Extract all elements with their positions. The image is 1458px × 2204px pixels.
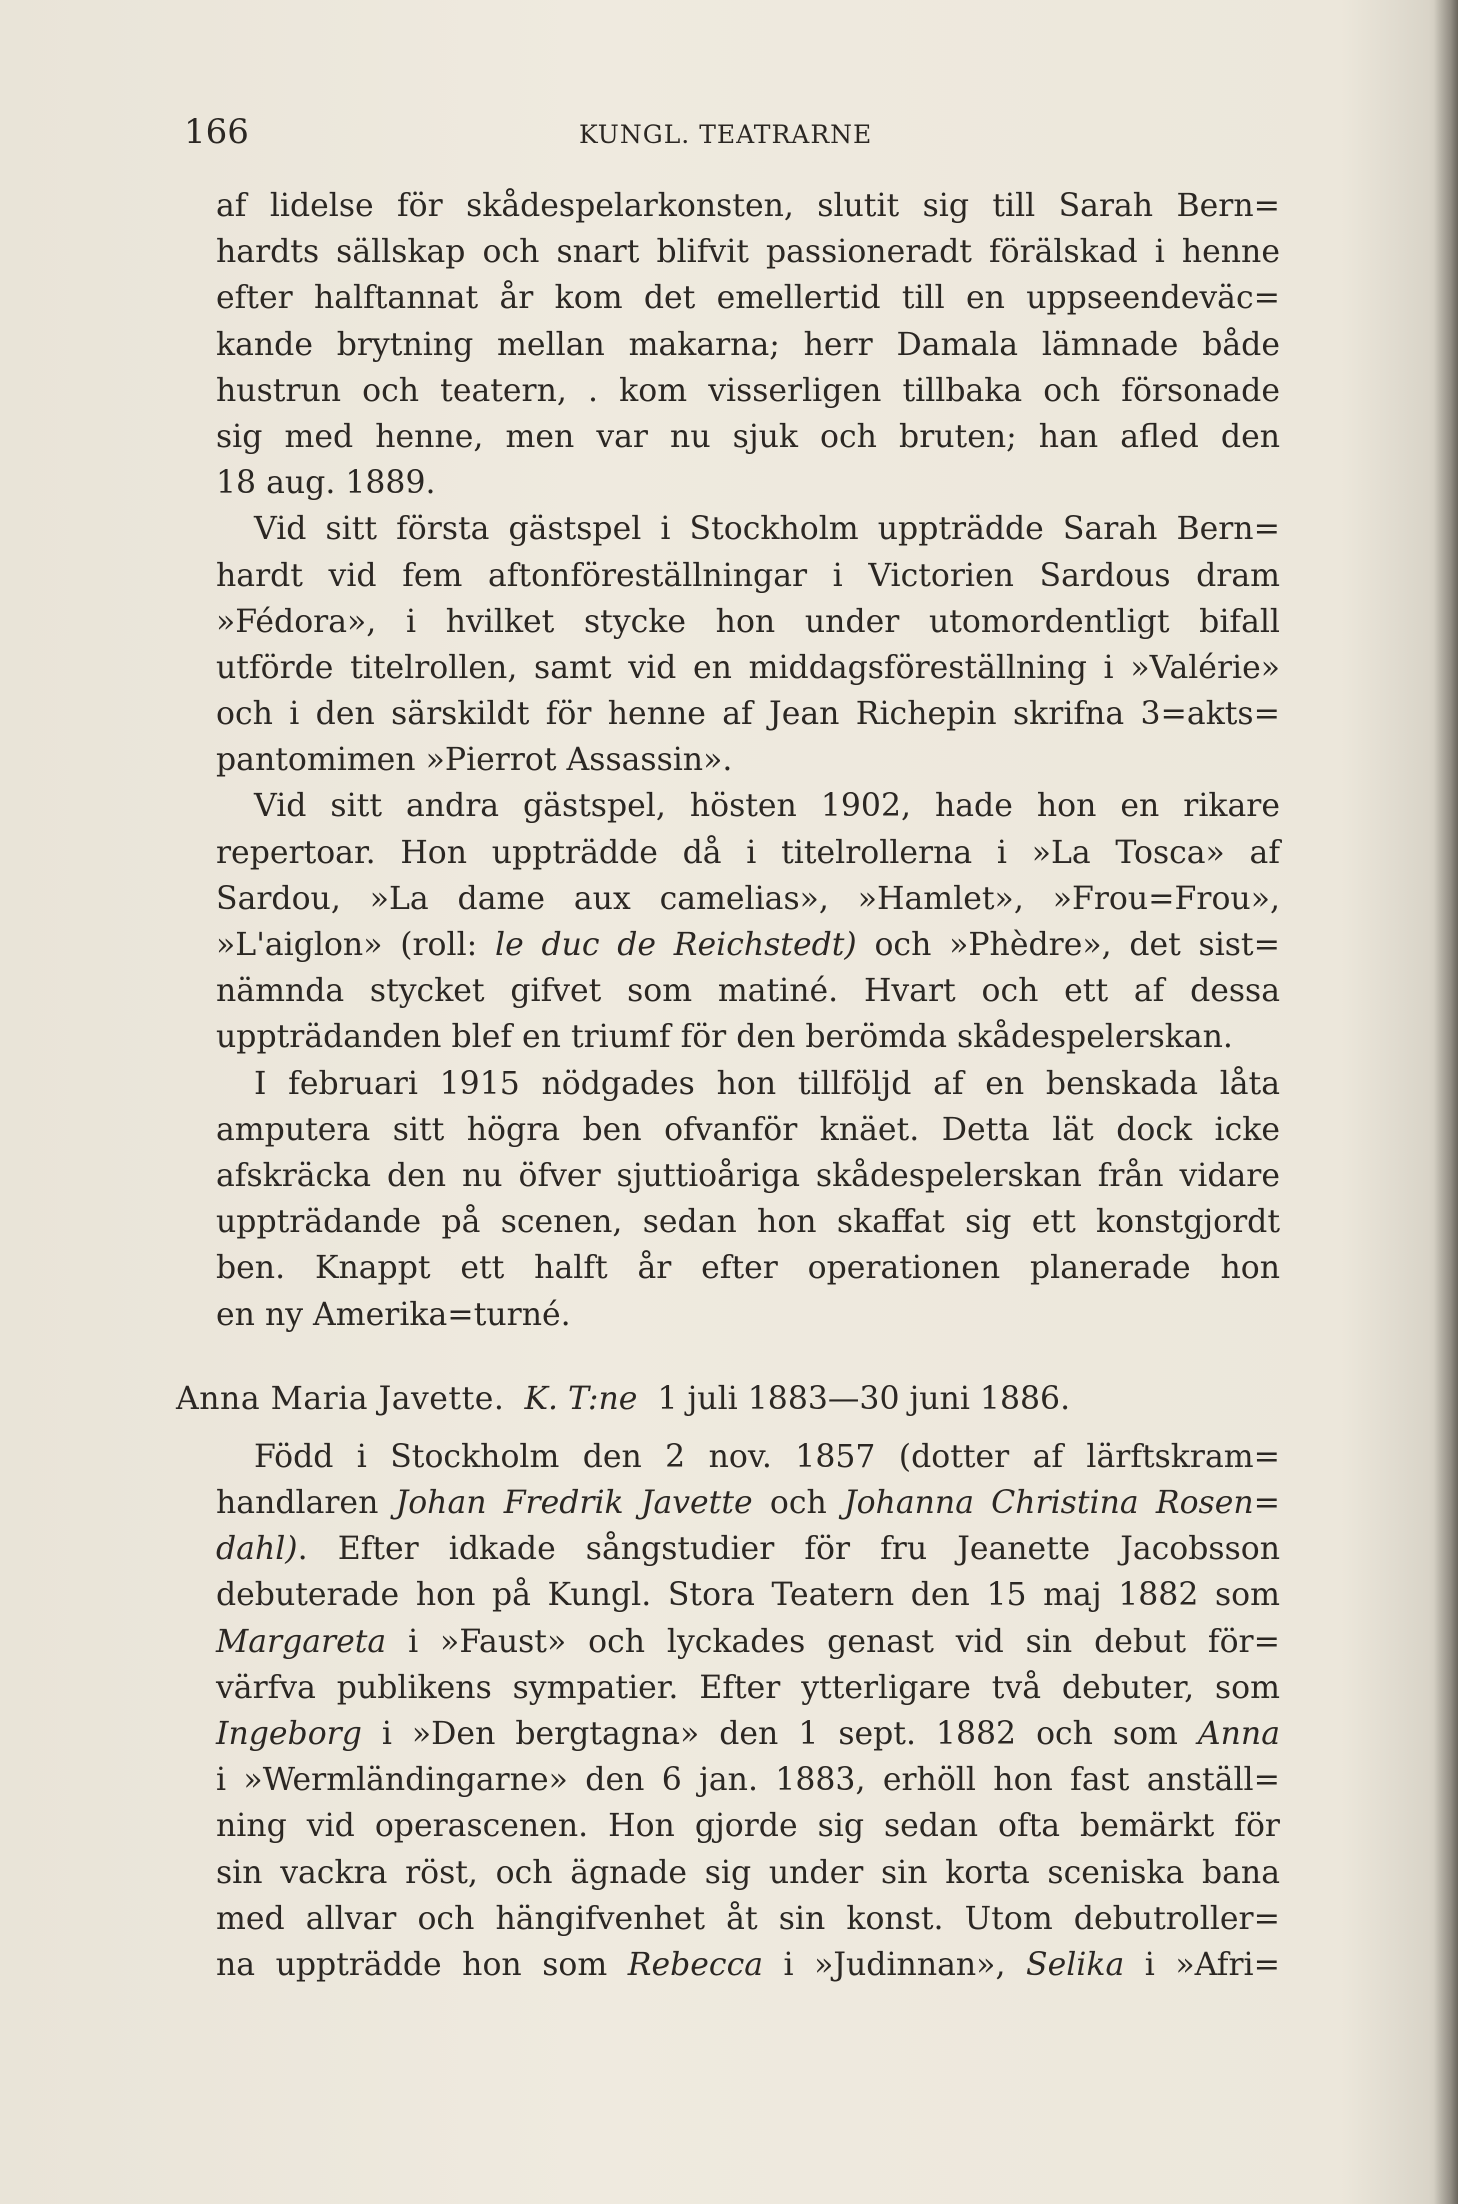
text-line: af lidelse för skådespelarkonsten, slutit sig till Sarah Bern= xyxy=(216,188,1280,224)
italic-role: Margareta xyxy=(216,1623,387,1660)
italic-role: Rebecca xyxy=(627,1946,763,1983)
text-run: handlaren xyxy=(216,1485,396,1522)
text-line: I februari 1915 nödgades hon tillföljd af en benskada låta xyxy=(254,1065,1280,1102)
text-line: en ny Amerika=turné. xyxy=(216,1296,571,1333)
text-run: i »Faust» och lyckades genast vid sin debut för= xyxy=(386,1623,1280,1660)
text-line: hustrun och teatern, . kom visserligen tillbaka och försonade xyxy=(216,372,1280,409)
text-run: och xyxy=(752,1485,844,1522)
paragraph-bernhardt-marriage xyxy=(216,183,1280,506)
text-run: i »Judinnan», xyxy=(763,1946,1026,1983)
entry-abbreviation: K. T:ne xyxy=(524,1380,638,1417)
text-line: med allvar och hängifvenhet åt sin konst. Utom debutroller= xyxy=(216,1900,1280,1937)
entry-name: Anna Maria Javette. xyxy=(176,1380,505,1417)
text-run: na uppträdde hon som xyxy=(216,1946,628,1983)
paragraph-first-guest-performance xyxy=(216,506,1280,783)
text-run: . Efter idkade sångstudier för fru Jeanette Jacobsson xyxy=(297,1531,1280,1568)
text-line: Vid sitt andra gästspel, hösten 1902, hade hon en rikare xyxy=(254,788,1280,825)
text-line: kande brytning mellan makarna; herr Damala lämnade både xyxy=(216,326,1280,363)
text-line: debuterade hon på Kungl. Stora Teatern den 15 maj 1882 som xyxy=(216,1577,1280,1614)
text-line: nämnda stycket gifvet som matiné. Hvart och ett af dessa xyxy=(216,973,1280,1010)
text-line: »Fédora», i hvilket stycke hon under utomordentligt bifall xyxy=(216,603,1280,640)
text-line: ning vid operascenen. Hon gjorde sig sedan ofta bemärkt för xyxy=(216,1808,1280,1845)
text-line xyxy=(216,1526,1280,1572)
text-line xyxy=(216,1619,1280,1665)
text-line xyxy=(216,1942,1280,1988)
text-line: hardts sällskap och snart blifvit passioneradt förälskad i henne xyxy=(216,234,1280,271)
text-line: pantomimen »Pierrot Assassin». xyxy=(216,742,733,779)
text-line: efter halftannat år kom det emellertid till en uppseendeväc= xyxy=(216,280,1280,317)
text-line: amputera sitt högra ben ofvanför knäet. Detta lät dock icke xyxy=(216,1111,1280,1148)
text-line: och i den särskildt för henne af Jean Richepin skrifna 3=akts= xyxy=(216,696,1280,733)
italic-name: Johan Fredrik Javette xyxy=(395,1485,753,1522)
text-line: 18 aug. 1889. xyxy=(216,465,436,502)
italic-role: Selika xyxy=(1025,1946,1125,1983)
body-text xyxy=(176,183,1281,1988)
italic-role: Anna xyxy=(1197,1716,1280,1752)
text-run: och »Phèdre», det sist= xyxy=(856,927,1280,963)
text-line: uppträdanden blef en triumf för den berömda skådespelerskan. xyxy=(216,1019,1233,1056)
text-line xyxy=(216,1480,1280,1526)
text-line: afskräcka den nu öfver sjuttioåriga skådespelerskan från vidare xyxy=(216,1157,1280,1194)
text-line: Vid sitt första gästspel i Stockholm uppträdde Sarah Bern= xyxy=(254,511,1280,548)
text-line: Sardou, »La dame aux camelias», »Hamlet», »Frou=Frou», xyxy=(216,880,1280,917)
text-run: »L'aiglon» (roll: xyxy=(216,927,495,963)
text-line: värfva publikens sympatier. Efter ytterligare två debuter, som xyxy=(216,1669,1280,1706)
text-line xyxy=(216,922,1280,968)
text-line: i »Wermländingarne» den 6 jan. 1883, erhöll hon fast anställ= xyxy=(216,1762,1280,1799)
paragraph-javette xyxy=(216,1434,1280,1988)
text-line xyxy=(216,1711,1280,1757)
italic-name: dahl) xyxy=(216,1531,298,1568)
text-run: i »Den bergtagna» den 1 sept. 1882 och som xyxy=(361,1716,1198,1752)
text-line: uppträdande på scenen, sedan hon skaffat sig ett konstgjordt xyxy=(216,1204,1280,1241)
text-line: utförde titelrollen, samt vid en middagsföreställning i »Valérie» xyxy=(216,649,1280,686)
page-number: 166 xyxy=(184,112,249,152)
italic-role: le duc de Reichstedt) xyxy=(495,927,857,963)
text-line: Född i Stockholm den 2 nov. 1857 (dotter af lärftskram= xyxy=(254,1438,1280,1475)
running-title: KUNGL. TEATRARNE xyxy=(579,120,873,149)
page-edge-shadow xyxy=(1434,0,1458,2204)
text-line: sig med henne, men var nu sjuk och bruten; han afled den xyxy=(216,418,1280,455)
text-line: ben. Knappt ett halft år efter operationen planerade hon xyxy=(216,1250,1280,1287)
text-line: sin vackra röst, och ägnade sig under sin korta sceniska bana xyxy=(216,1854,1280,1891)
paragraph-second-guest-performance xyxy=(216,783,1280,1060)
text-line: hardt vid fem aftonföreställningar i Victorien Sardous dram xyxy=(216,557,1280,594)
paragraph-injury xyxy=(216,1061,1280,1338)
running-head xyxy=(184,112,1294,162)
text-run: i »Afri= xyxy=(1124,1946,1280,1983)
italic-role: Ingeborg xyxy=(216,1716,362,1752)
text-line: repertoar. Hon uppträdde då i titelrollerna i »La Tosca» af xyxy=(216,834,1280,871)
entry-dates: 1 juli 1883—30 juni 1886. xyxy=(657,1380,1071,1417)
italic-name: Johanna Christina Rosen= xyxy=(843,1485,1281,1522)
entry-heading-javette xyxy=(176,1376,1280,1422)
